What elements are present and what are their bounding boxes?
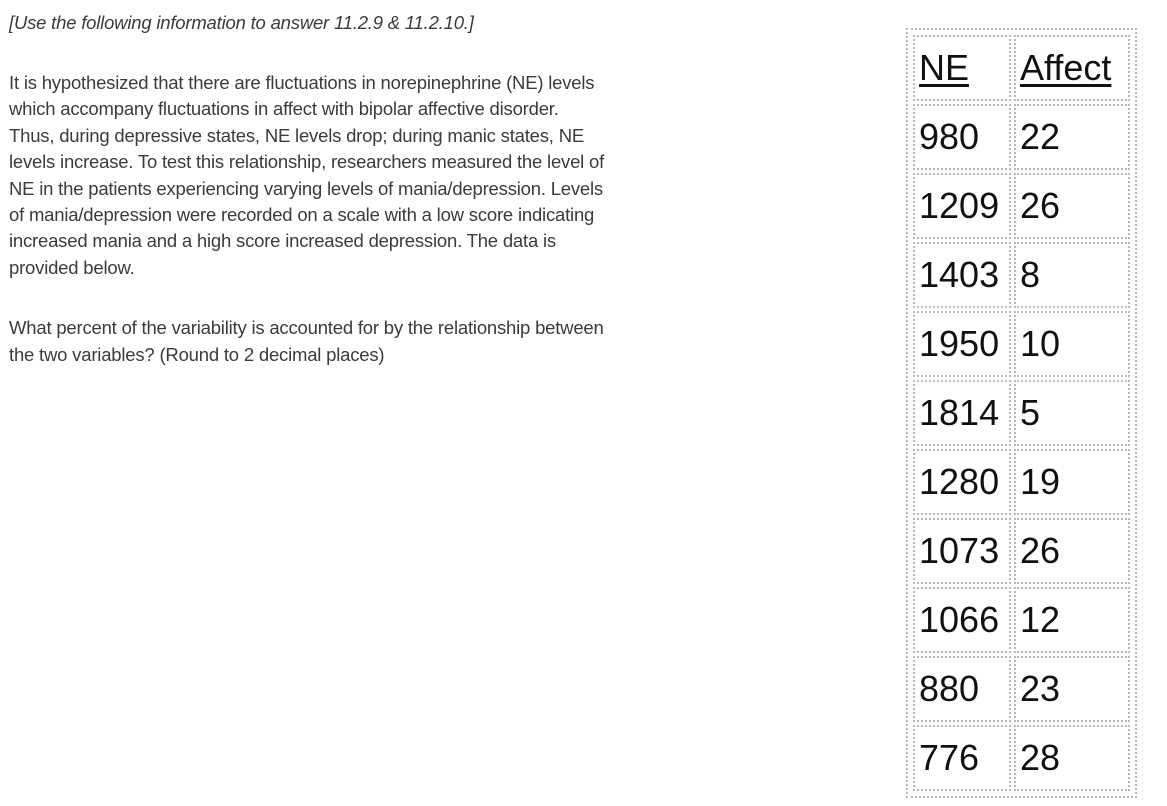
question-block bbox=[9, 10, 769, 368]
data-table bbox=[910, 32, 1133, 794]
affect-cell: 10 bbox=[1014, 311, 1130, 377]
ne-cell: 880 bbox=[913, 656, 1011, 722]
table-row bbox=[913, 518, 1130, 584]
ne-cell: 1073 bbox=[913, 518, 1011, 584]
table-row bbox=[913, 725, 1130, 791]
paragraph-line: It is hypothesized that there are fluctuations in norepinephrine (NE) levels bbox=[9, 72, 595, 93]
ne-cell: 1280 bbox=[913, 449, 1011, 515]
hypothesis-paragraph bbox=[9, 70, 769, 281]
paragraph-line: provided below. bbox=[9, 256, 135, 278]
table-row bbox=[913, 311, 1130, 377]
affect-cell: 5 bbox=[1014, 380, 1130, 446]
paragraph-line: NE in the patients experiencing varying levels of mania/depression. Levels bbox=[9, 177, 603, 199]
paragraph-line: increased mania and a high score increased depression. The data is bbox=[9, 230, 556, 252]
affect-cell: 19 bbox=[1014, 449, 1130, 515]
paragraph-line: which accompany fluctuations in affect with bipolar affective disorder. bbox=[9, 98, 559, 120]
data-table-container bbox=[906, 28, 1137, 798]
paragraph-line: levels increase. To test this relationship, researchers measured the level of bbox=[9, 151, 605, 173]
table-row bbox=[913, 242, 1130, 308]
table-row bbox=[913, 173, 1130, 239]
question-prompt bbox=[9, 315, 769, 368]
ne-cell: 1209 bbox=[913, 173, 1011, 239]
ne-cell: 1066 bbox=[913, 587, 1011, 653]
affect-cell: 23 bbox=[1014, 656, 1130, 722]
affect-cell: 26 bbox=[1014, 518, 1130, 584]
table-row bbox=[913, 656, 1130, 722]
ne-column-header: NE bbox=[913, 35, 1011, 101]
affect-column-header: Affect bbox=[1014, 35, 1130, 101]
table-row bbox=[913, 380, 1130, 446]
ne-cell: 776 bbox=[913, 725, 1011, 791]
instruction-text: [Use the following information to answer 11.2.9 & 11.2.10.] bbox=[9, 12, 474, 33]
affect-cell: 26 bbox=[1014, 173, 1130, 239]
table-row bbox=[913, 587, 1130, 653]
prompt-line: What percent of the variability is accounted for by the relationship between bbox=[9, 317, 604, 339]
ne-cell: 1950 bbox=[913, 311, 1011, 377]
table-row bbox=[913, 104, 1130, 170]
paragraph-line: Thus, during depressive states, NE levels drop; during manic states, NE bbox=[9, 124, 584, 146]
affect-cell: 22 bbox=[1014, 104, 1130, 170]
affect-cell: 8 bbox=[1014, 242, 1130, 308]
ne-cell: 1403 bbox=[913, 242, 1011, 308]
table-row bbox=[913, 449, 1130, 515]
table-header-row bbox=[913, 35, 1130, 101]
affect-cell: 28 bbox=[1014, 725, 1130, 791]
ne-cell: 1814 bbox=[913, 380, 1011, 446]
prompt-line: the two variables? (Round to 2 decimal places) bbox=[9, 343, 385, 365]
ne-cell: 980 bbox=[913, 104, 1011, 170]
affect-cell: 12 bbox=[1014, 587, 1130, 653]
paragraph-line: of mania/depression were recorded on a scale with a low score indicating bbox=[9, 204, 595, 226]
